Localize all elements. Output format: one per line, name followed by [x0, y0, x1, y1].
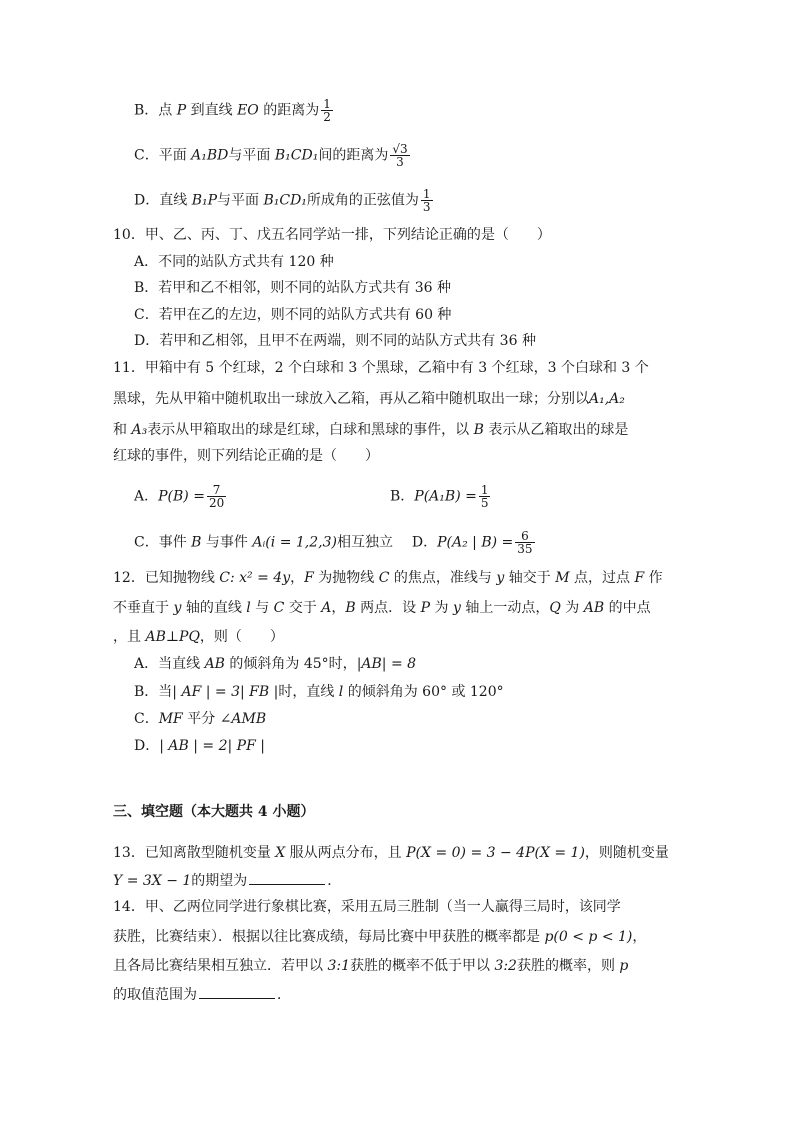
text: ， — [290, 570, 305, 586]
section-title: 三、填空题（本大题共 4 小题） — [113, 804, 315, 820]
q11-option-a — [134, 484, 228, 509]
text: B．当 — [134, 684, 173, 700]
text: 为 — [560, 600, 584, 616]
math: C — [378, 570, 390, 586]
math: B — [345, 600, 356, 616]
text: 相互独立 — [336, 534, 393, 551]
fraction — [321, 98, 333, 123]
math: P — [176, 102, 187, 119]
math: |AB| = 8 — [356, 656, 417, 672]
text: 的取值范围为 — [113, 987, 197, 1003]
math: A₁,A₂ — [589, 391, 625, 407]
text: 交于 — [284, 600, 322, 616]
math: P(A₁B) = — [414, 488, 477, 505]
q11-line-3 — [113, 420, 628, 440]
math: 3:1 — [327, 958, 350, 974]
text: 获胜的概率，则 — [516, 958, 620, 974]
text: 轴上一动点， — [460, 600, 550, 616]
q9-option-c — [134, 143, 412, 168]
text: 间的距离为 — [318, 147, 389, 164]
text: 的期望为 — [191, 873, 248, 889]
text: 轴交于 — [504, 570, 556, 586]
text: 点，过点 — [569, 570, 635, 586]
q11-option-c-d — [134, 530, 537, 555]
math: MF — [158, 711, 183, 727]
text: 与平面 — [228, 147, 275, 164]
text: 所成角的正弦值为 — [306, 192, 419, 209]
math: p — [619, 958, 629, 974]
text: 服从两点分布，且 — [285, 845, 407, 861]
q12-option-d — [134, 736, 265, 756]
q10-option-c: C．若甲在乙的左边，则不同的站队方式共有 60 种 — [134, 307, 452, 323]
text: 为抛物线 — [313, 570, 379, 586]
denominator: 3 — [396, 155, 404, 169]
q10-stem: 10．甲、乙、丙、丁、戊五名同学站一排，下列结论正确的是（ ） — [113, 227, 551, 243]
math: AB — [583, 600, 605, 616]
math: l — [338, 684, 344, 700]
text: 且各局比赛结果相互独立．若甲以 — [113, 958, 328, 974]
numerator: 1 — [480, 483, 489, 497]
denominator: 35 — [517, 542, 533, 556]
text: 表示从甲箱取出的球是红球，白球和黑球的事件，以 — [147, 422, 474, 438]
text: 与事件 — [201, 534, 253, 551]
text: 获胜的概率不低于甲以 — [349, 958, 495, 974]
fraction — [479, 484, 491, 509]
q9-option-b — [134, 98, 335, 123]
q12-line-1 — [113, 568, 663, 588]
text: 两点．设 — [355, 600, 421, 616]
text: 获胜，比赛结束）．根据以往比赛成绩，每局比赛中甲获胜的概率都是 — [113, 929, 545, 945]
math: X — [275, 845, 286, 861]
fraction — [207, 484, 226, 509]
text: ，且 — [113, 629, 146, 645]
text: B．点 — [134, 102, 177, 119]
q12-option-b — [134, 682, 504, 702]
math: C — [273, 600, 285, 616]
math: y — [452, 600, 461, 616]
math: B — [191, 534, 202, 551]
fraction — [421, 188, 433, 213]
text: 的焦点，准线与 — [389, 570, 497, 586]
q11-line-4: 红球的事件，则下列结论正确的是（ ） — [113, 448, 379, 464]
numerator: 1 — [323, 97, 331, 111]
math: y — [173, 600, 182, 616]
q12-line-2 — [113, 598, 651, 618]
text: B． — [390, 488, 415, 505]
q14-line-1: 14．甲、乙两位同学进行象棋比赛，采用五局三胜制（当一人赢得三局时，该同学 — [113, 899, 621, 915]
numerator: 1 — [422, 187, 431, 201]
q11-option-b — [390, 484, 492, 509]
math: F — [634, 570, 645, 586]
text: 的倾斜角为 45°时， — [224, 656, 357, 672]
q13-line-1 — [113, 843, 669, 863]
math: A₁BD — [191, 147, 229, 164]
denominator: 3 — [422, 200, 431, 214]
text: 时，直线 — [278, 684, 339, 700]
q14-line-4 — [113, 984, 291, 1005]
text: C．事件 — [134, 534, 192, 551]
text: 13．已知离散型随机变量 — [113, 845, 276, 861]
text: 到直线 — [186, 102, 238, 119]
fraction — [390, 143, 409, 168]
text: 的距离为 — [258, 102, 320, 119]
q11-line-1: 11．甲箱中有 5 个红球，2 个白球和 3 个黑球，乙箱中有 3 个红球，3 个白球和 3 个 — [113, 360, 649, 376]
q11-line-2 — [113, 389, 625, 409]
text: 黑球，先从甲箱中随机取出一球放入乙箱，再从乙箱中随机取出一球；分别以 — [113, 391, 589, 407]
math: l — [246, 600, 251, 616]
text: C． — [134, 711, 159, 727]
denominator: 20 — [208, 496, 225, 510]
q10-option-a: A．不同的站队方式共有 120 种 — [134, 254, 334, 270]
math: P(A₂ | B) = — [437, 534, 514, 551]
text: ． — [277, 987, 291, 1003]
math: | AF | = 3| FB | — [172, 684, 279, 700]
text: D． — [411, 534, 438, 551]
text: 12．已知抛物线 — [113, 570, 220, 586]
text: 与 — [250, 600, 274, 616]
math: B — [473, 422, 484, 438]
math: Q — [549, 600, 561, 616]
q12-line-3 — [113, 627, 284, 647]
q12-option-c — [134, 709, 266, 729]
math: | AB | = 2| PF | — [159, 738, 265, 754]
text: 与平面 — [217, 192, 264, 209]
denominator: 2 — [323, 110, 331, 124]
math: A₃ — [131, 422, 148, 438]
text: A． — [134, 488, 159, 505]
text: ． — [327, 873, 342, 889]
math: P — [420, 600, 431, 616]
math: ∠AMB — [219, 711, 267, 727]
denominator: 5 — [480, 496, 489, 510]
text: 不垂直于 — [113, 600, 174, 616]
math: A — [321, 600, 332, 616]
numerator: 6 — [515, 530, 534, 543]
numerator: 7 — [207, 484, 226, 497]
q9-option-d — [134, 188, 435, 213]
math: P(B) = — [158, 488, 205, 505]
answer-blank[interactable] — [249, 870, 325, 885]
text: ， — [632, 929, 647, 945]
math: Aᵢ(i = 1,2,3) — [252, 534, 337, 551]
text: A．当直线 — [134, 656, 205, 672]
q10-option-d: D．若甲和乙相邻，且甲不在两端，则不同的站队方式共有 36 种 — [134, 333, 536, 349]
text: 和 — [113, 422, 132, 438]
math: p(0 < p < 1) — [544, 929, 633, 945]
math: AB — [204, 656, 225, 672]
text: 轴的直线 — [181, 600, 247, 616]
math: B₁CD₁ — [274, 147, 319, 164]
text: 的中点 — [604, 600, 651, 616]
q12-option-a — [134, 654, 416, 674]
fraction — [515, 530, 534, 555]
q13-line-2 — [113, 870, 341, 891]
text: D．直线 — [134, 192, 192, 209]
math: y — [496, 570, 505, 586]
text: 作 — [644, 570, 663, 586]
text: 表示从乙箱取出的球是 — [483, 422, 629, 438]
text: 平分 — [182, 711, 220, 727]
math: C: x² = 4y — [219, 570, 291, 586]
math: EO — [237, 102, 259, 119]
math: B₁CD₁ — [263, 192, 307, 209]
text: ，则（ ） — [199, 629, 284, 645]
math: AB⊥PQ — [145, 629, 200, 645]
math: 3:2 — [494, 958, 517, 974]
text: 为 — [430, 600, 453, 616]
q14-line-3 — [113, 956, 628, 976]
math: Y = 3X − 1 — [113, 873, 192, 889]
math: M — [555, 570, 570, 586]
text: ， — [331, 600, 346, 616]
answer-blank[interactable] — [199, 984, 275, 999]
math: F — [304, 570, 314, 586]
q10-option-b: B．若甲和乙不相邻，则不同的站队方式共有 36 种 — [134, 280, 452, 296]
text: D． — [134, 738, 160, 754]
numerator: √3 — [392, 142, 408, 156]
text: ，则随机变量 — [584, 845, 669, 861]
text: 的倾斜角为 60° 或 120° — [343, 684, 504, 700]
math: B₁P — [191, 192, 218, 209]
text: C．平面 — [134, 147, 192, 164]
math: P(X = 0) = 3 − 4P(X = 1) — [406, 845, 585, 861]
q14-line-2 — [113, 927, 646, 947]
